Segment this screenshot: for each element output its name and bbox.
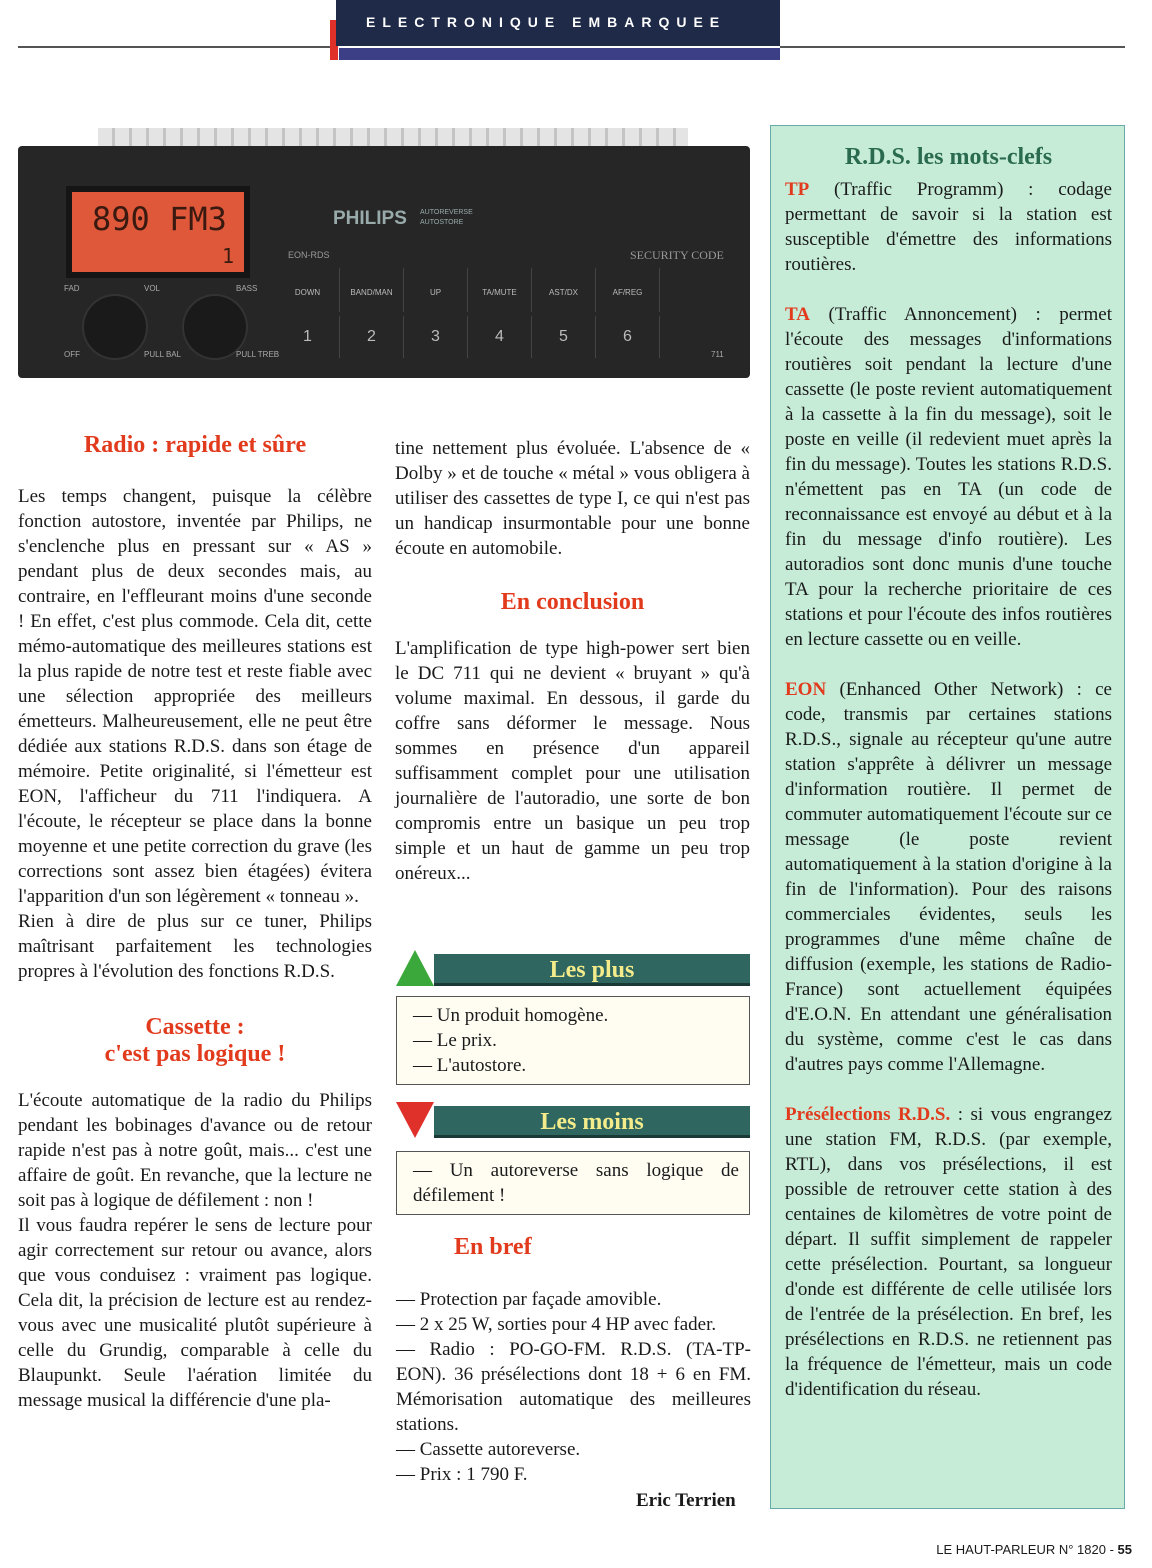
plus-header xyxy=(396,950,750,988)
triangle-down-icon xyxy=(396,1102,434,1138)
security-code-label: SECURITY CODE xyxy=(630,248,724,262)
en-bref xyxy=(396,1234,751,1487)
rds-sidebar xyxy=(770,125,1125,1509)
brand-sub xyxy=(420,208,473,228)
display-text: 890 FM3 xyxy=(92,200,227,238)
column-2 xyxy=(395,436,750,886)
definition: (Traffic Annoncement) : permet l'écoute des messages d'informations routières soit pendant la lecture d'une cassette (le poste revient automatiquement à la cassette à la fin du message), soit le poste en veille (il redevient muet après la fin du message). Toutes les stations R.D.S. n'émettent pas en TA (un code de reconnaissance est envoyé au début et à la fin du message d'info routière). Les autoradios sont donc munis d'une touche TA pour la recherche prioritaire de ces stations et pour l'écoute des infos routières en lecture cassette ou en veille. xyxy=(785,304,1112,650)
radio-button: AF/REG xyxy=(596,268,660,312)
heading-radio: Radio : rapide et sûre xyxy=(83,432,307,458)
paragraph: Les temps changent, puisque la célèbre fonction autostore, inventée par Philips, ne s'enclenche plus en pressant sur « AS » pendant plus de deux secondes mais, au contraire, en l'effleurant moins d'une seconde ! En effet, c'est plus commode. Cela dit, cette mémo-automatique des meilleures stations est la plus rapide de notre test et reste fiable avec une sélection appropriée des meilleurs émetteurs. Malheureusement, elle ne peut être dédiée aux stations R.D.S. dans son étage de mémoire. Petite originalité, si l'émetteur est EON, l'afficheur du 711 l'indiquera. A l'écoute, le récepteur se place dans la bonne moyenne et une petite correction du grave (les corrections sont assez bien étagées) évitera l'apparition d'un son légèrement « tonneau ». xyxy=(18,486,372,907)
radio-button: DOWN xyxy=(276,268,340,312)
preset-button: 2 xyxy=(340,316,404,358)
knob-label: OFF xyxy=(64,350,80,359)
sidebar-entry xyxy=(785,677,1112,1077)
radio-button: UP xyxy=(404,268,468,312)
page-footer xyxy=(936,1542,1132,1557)
section-header: ELECTRONIQUE EMBARQUEE xyxy=(336,0,780,46)
knob-label: PULL BAL xyxy=(144,350,182,359)
list-item: — Un produit homogène. xyxy=(413,1005,609,1026)
column-1 xyxy=(18,432,372,1413)
preset-button: 4 xyxy=(468,316,532,358)
preset-button: 3 xyxy=(404,316,468,358)
moins-title: Les moins xyxy=(434,1106,750,1138)
bref-item: — Protection par façade amovible. xyxy=(396,1289,662,1310)
model-label: 711 xyxy=(711,350,724,359)
plus-list xyxy=(396,996,750,1085)
paragraph: Rien à dire de plus sur ce tuner, Philips maîtrisant parfaitement les technologies propres à l'évolution des fonctions R.D.S. xyxy=(18,911,372,982)
heading-en-bref: En bref xyxy=(454,1234,532,1260)
keyword: TA xyxy=(785,304,810,325)
knob-label: FAD xyxy=(64,284,80,293)
header-rule xyxy=(18,46,336,48)
paragraph: Il vous faudra repérer le sens de lecture pour agir correctement sur retour ou avance, alors que vous conduisez : vraiment pas logique. Cela dit, la précision de lecture est au rendez-vous avec une musicalité plutôt supérieure à celle du Grundig, comparable à celle du Blaupunkt. Seule l'aération limitée du message musical la différencie d'une pla- xyxy=(18,1215,372,1411)
knob-label: VOL xyxy=(144,284,161,293)
function-buttons xyxy=(276,268,660,312)
preset-button: 5 xyxy=(532,316,596,358)
car-radio-photo xyxy=(18,128,750,378)
moins-list xyxy=(396,1151,750,1215)
display-sub: 1 xyxy=(221,244,234,268)
list-item: — Le prix. xyxy=(413,1030,497,1051)
header-band xyxy=(339,48,780,60)
keyword: Présélections R.D.S. xyxy=(785,1104,951,1125)
radio-faceplate xyxy=(18,146,750,378)
keyword: TP xyxy=(785,179,810,200)
brand-sub-1: AUTOREVERSE xyxy=(420,209,473,216)
moins-header xyxy=(396,1102,750,1140)
heading-cassette-2: c'est pas logique ! xyxy=(104,1041,286,1067)
radio-button: AST/DX xyxy=(532,268,596,312)
volume-knob xyxy=(84,296,146,358)
paragraph: L'amplification de type high-power sert bien le DC 711 qui ne devient « bruyant » qu'à volume maximal. En dessous, il garde du coffre sans déformer le message. Nous sommes en présence d'un appareil suffisamment complet pour une utilisation journalière de l'autoradio, une sorte de bon compromis entre un basique un peu trop simple et un haut de gamme un peu trop onéreux... xyxy=(395,638,750,884)
sidebar-entry xyxy=(785,177,1112,277)
bass-knob xyxy=(184,296,246,358)
author: Eric Terrien xyxy=(636,1490,736,1511)
preset-button: 6 xyxy=(596,316,660,358)
sidebar-entry xyxy=(785,1102,1112,1402)
radio-button: TA/MUTE xyxy=(468,268,532,312)
header-rule xyxy=(780,46,1125,48)
bref-item: — Cassette autoreverse. xyxy=(396,1439,581,1460)
definition: (Enhanced Other Network) : ce code, transmis par certaines stations R.D.S., signale au récepteur qu'une autre station s'apprête à délivrer un message d'information routière. Il permet de commuter automatiquement l'écoute sur ce message (le poste revient automatiquement à la station d'origine à la fin de l'information). Pour des raisons commerciales évidentes, seuls les programmes d'une même chaîne de diffusion (exemple, les stations de Radio-France) sont actuellement équipées d'E.O.N. En attendant une généralisation du système, comme c'est le cas dans d'autres pays comme l'Allemagne. xyxy=(785,679,1112,1075)
triangle-up-icon xyxy=(396,950,434,986)
brand-logo: PHILIPS xyxy=(333,208,407,229)
preset-button: 1 xyxy=(276,316,340,358)
sidebar-entry xyxy=(785,302,1112,652)
paragraph: L'écoute automatique de la radio du Philips pendant les bobinages d'avance ou de retour rapide n'est pas à notre goût, mais... c'est une affaire de goût. En revanche, que la lecture ne soit pas à logique de défilement : non ! xyxy=(18,1090,372,1211)
definition: (Traffic Programm) : codage permettant de savoir si la station est susceptible d'émettre des informations routières. xyxy=(785,179,1112,275)
radio-display xyxy=(66,186,250,278)
magazine-issue: LE HAUT-PARLEUR N° 1820 - xyxy=(936,1542,1118,1557)
heading-cassette-1: Cassette : xyxy=(145,1014,245,1040)
brand-sub-2: AUTOSTORE xyxy=(420,219,464,226)
paragraph: tine nettement plus évoluée. L'absence de « Dolby » et de touche « métal » vous obligera à utiliser des cassettes de type I, ce qui n'est pas un handicap insurmontable pour une bonne écoute en automobile. xyxy=(395,438,750,559)
definition: : si vous engrangez une station FM, R.D.S. (par exemple, RTL), dans vos présélections, il est possible de retrouver cette station à des centaines de kilomètres de votre point de départ. Il suffit simplement de rappeler cette présélection. Pourtant, sa longueur d'onde est différente de celle utilisée lors de l'entrée de la présélection. En bref, les présélections en R.D.S. ne retiennent pas la fréquence de l'émetteur, mais un code d'identification du réseau. xyxy=(785,1104,1112,1400)
radio-button: BAND/MAN xyxy=(340,268,404,312)
heading-conclusion: En conclusion xyxy=(500,589,645,615)
list-item: — L'autostore. xyxy=(413,1055,527,1076)
bref-item: — 2 x 25 W, sorties pour 4 HP avec fader. xyxy=(396,1314,717,1335)
plus-title: Les plus xyxy=(434,954,750,986)
preset-buttons xyxy=(276,316,660,358)
eon-label: EON-RDS xyxy=(288,250,330,260)
page-number: 55 xyxy=(1117,1542,1132,1557)
list-item: — Un autoreverse sans logique de défilement ! xyxy=(413,1160,739,1206)
bref-item: — Radio : PO-GO-FM. R.D.S. (TA-TP-EON). 36 présélections dont 18 + 6 en FM. Mémorisation automatique des meilleures stations. xyxy=(396,1339,751,1435)
knob-label: BASS xyxy=(236,284,258,293)
sidebar-title: R.D.S. les mots-clefs xyxy=(844,144,1053,170)
knob-label: PULL TREB xyxy=(236,350,280,359)
bref-item: — Prix : 1 790 F. xyxy=(396,1464,528,1485)
keyword: EON xyxy=(785,679,827,700)
